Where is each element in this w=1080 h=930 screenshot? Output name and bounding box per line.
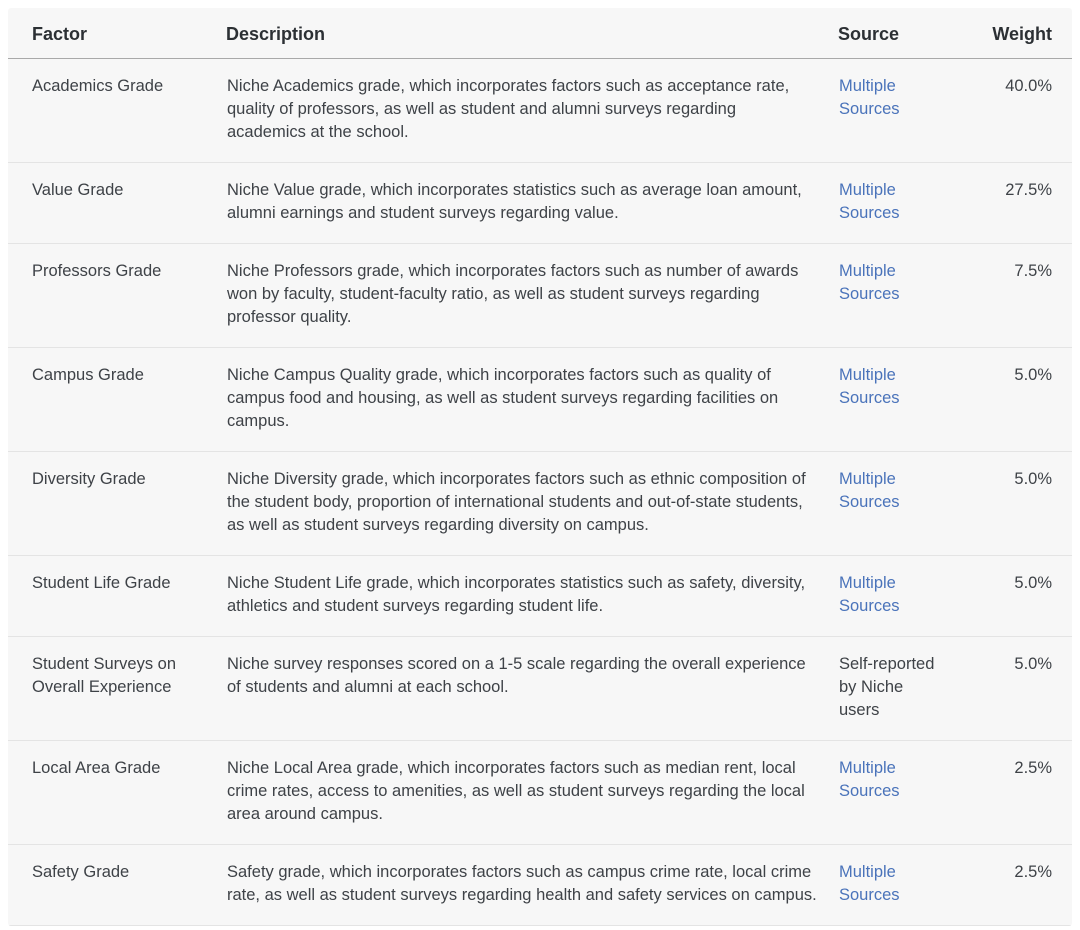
factor-cell: Professors Grade	[8, 244, 226, 348]
description-cell: Niche Student Life grade, which incorporates statistics such as safety, diversity, athletics and student surveys regarding student life.	[226, 556, 838, 637]
table-row	[8, 244, 1072, 348]
column-header-factor: Factor	[8, 8, 226, 59]
table-row	[8, 845, 1072, 926]
description-cell: Niche Local Area grade, which incorporates factors such as median rent, local crime rates, access to amenities, as well as student surveys regarding the local area around campus.	[226, 741, 838, 845]
factor-cell: Campus Grade	[8, 348, 226, 452]
factor-cell: Academics Grade	[32, 77, 164, 95]
factor-cell: Student Life Grade	[8, 556, 226, 637]
source-cell	[838, 845, 970, 926]
methodology-table-container	[8, 8, 1072, 926]
source-cell	[838, 741, 970, 845]
table-header	[8, 8, 1072, 59]
factor-cell: Safety Grade	[8, 845, 226, 926]
table-row	[8, 163, 1072, 244]
table-row	[8, 452, 1072, 556]
source-link[interactable]: Multiple Sources	[839, 366, 900, 407]
factor-cell: Local Area Grade	[8, 741, 226, 845]
source-link[interactable]: Multiple Sources	[839, 470, 900, 511]
source-text: Self-reported by Niche users	[839, 655, 935, 719]
source-cell	[838, 348, 970, 452]
table-row	[8, 348, 1072, 452]
source-link[interactable]: Multiple Sources	[839, 77, 900, 118]
column-header-description: Description	[226, 8, 838, 59]
table-row	[8, 637, 1072, 741]
description-cell: Niche Campus Quality grade, which incorporates factors such as quality of campus food and housing, as well as student surveys regarding facilities on campus.	[226, 348, 838, 452]
source-cell	[838, 244, 970, 348]
factor-cell: Value Grade	[8, 163, 226, 244]
header-row	[8, 8, 1072, 59]
column-header-weight: Weight	[970, 8, 1072, 59]
source-link[interactable]: Multiple Sources	[839, 262, 900, 303]
weight-cell: 2.5%	[970, 845, 1072, 926]
description-cell: Safety grade, which incorporates factors such as campus crime rate, local crime rate, as well as student surveys regarding health and safety services on campus.	[226, 845, 838, 926]
column-header-source: Source	[838, 8, 970, 59]
methodology-table	[8, 8, 1072, 926]
weight-cell: 5.0%	[970, 556, 1072, 637]
factor-cell: Student Surveys on Overall Experience	[8, 637, 226, 741]
weight-cell: 27.5%	[970, 163, 1072, 244]
description-cell: Niche Diversity grade, which incorporates factors such as ethnic composition of the student body, proportion of international students and out-of-state students, as well as student surveys regarding diversity on campus.	[226, 452, 838, 556]
description-cell: Niche Professors grade, which incorporates factors such as number of awards won by faculty, student-faculty ratio, as well as student surveys regarding professor quality.	[226, 244, 838, 348]
weight-cell: 7.5%	[970, 244, 1072, 348]
weight-cell: 5.0%	[970, 348, 1072, 452]
table-body	[8, 59, 1072, 926]
source-link[interactable]: Multiple Sources	[839, 759, 900, 800]
source-link[interactable]: Multiple Sources	[839, 574, 900, 615]
source-cell	[838, 556, 970, 637]
table-row	[8, 59, 1072, 163]
description-cell: Niche survey responses scored on a 1-5 scale regarding the overall experience of students and alumni at each school.	[226, 637, 838, 741]
source-cell	[838, 452, 970, 556]
table-row	[8, 741, 1072, 845]
source-cell	[838, 637, 970, 741]
weight-cell: 5.0%	[970, 637, 1072, 741]
weight-cell: 5.0%	[970, 452, 1072, 556]
source-link[interactable]: Multiple Sources	[839, 863, 900, 904]
table-row	[8, 556, 1072, 637]
source-cell	[838, 59, 970, 163]
description-cell: Niche Academics grade, which incorporates factors such as acceptance rate, quality of professors, as well as student and alumni surveys regarding academics at the school.	[227, 77, 790, 141]
description-cell: Niche Value grade, which incorporates statistics such as average loan amount, alumni earnings and student surveys regarding value.	[226, 163, 838, 244]
source-cell	[838, 163, 970, 244]
weight-cell: 40.0%	[1005, 77, 1052, 95]
weight-cell: 2.5%	[970, 741, 1072, 845]
factor-cell: Diversity Grade	[8, 452, 226, 556]
source-link[interactable]: Multiple Sources	[839, 181, 900, 222]
